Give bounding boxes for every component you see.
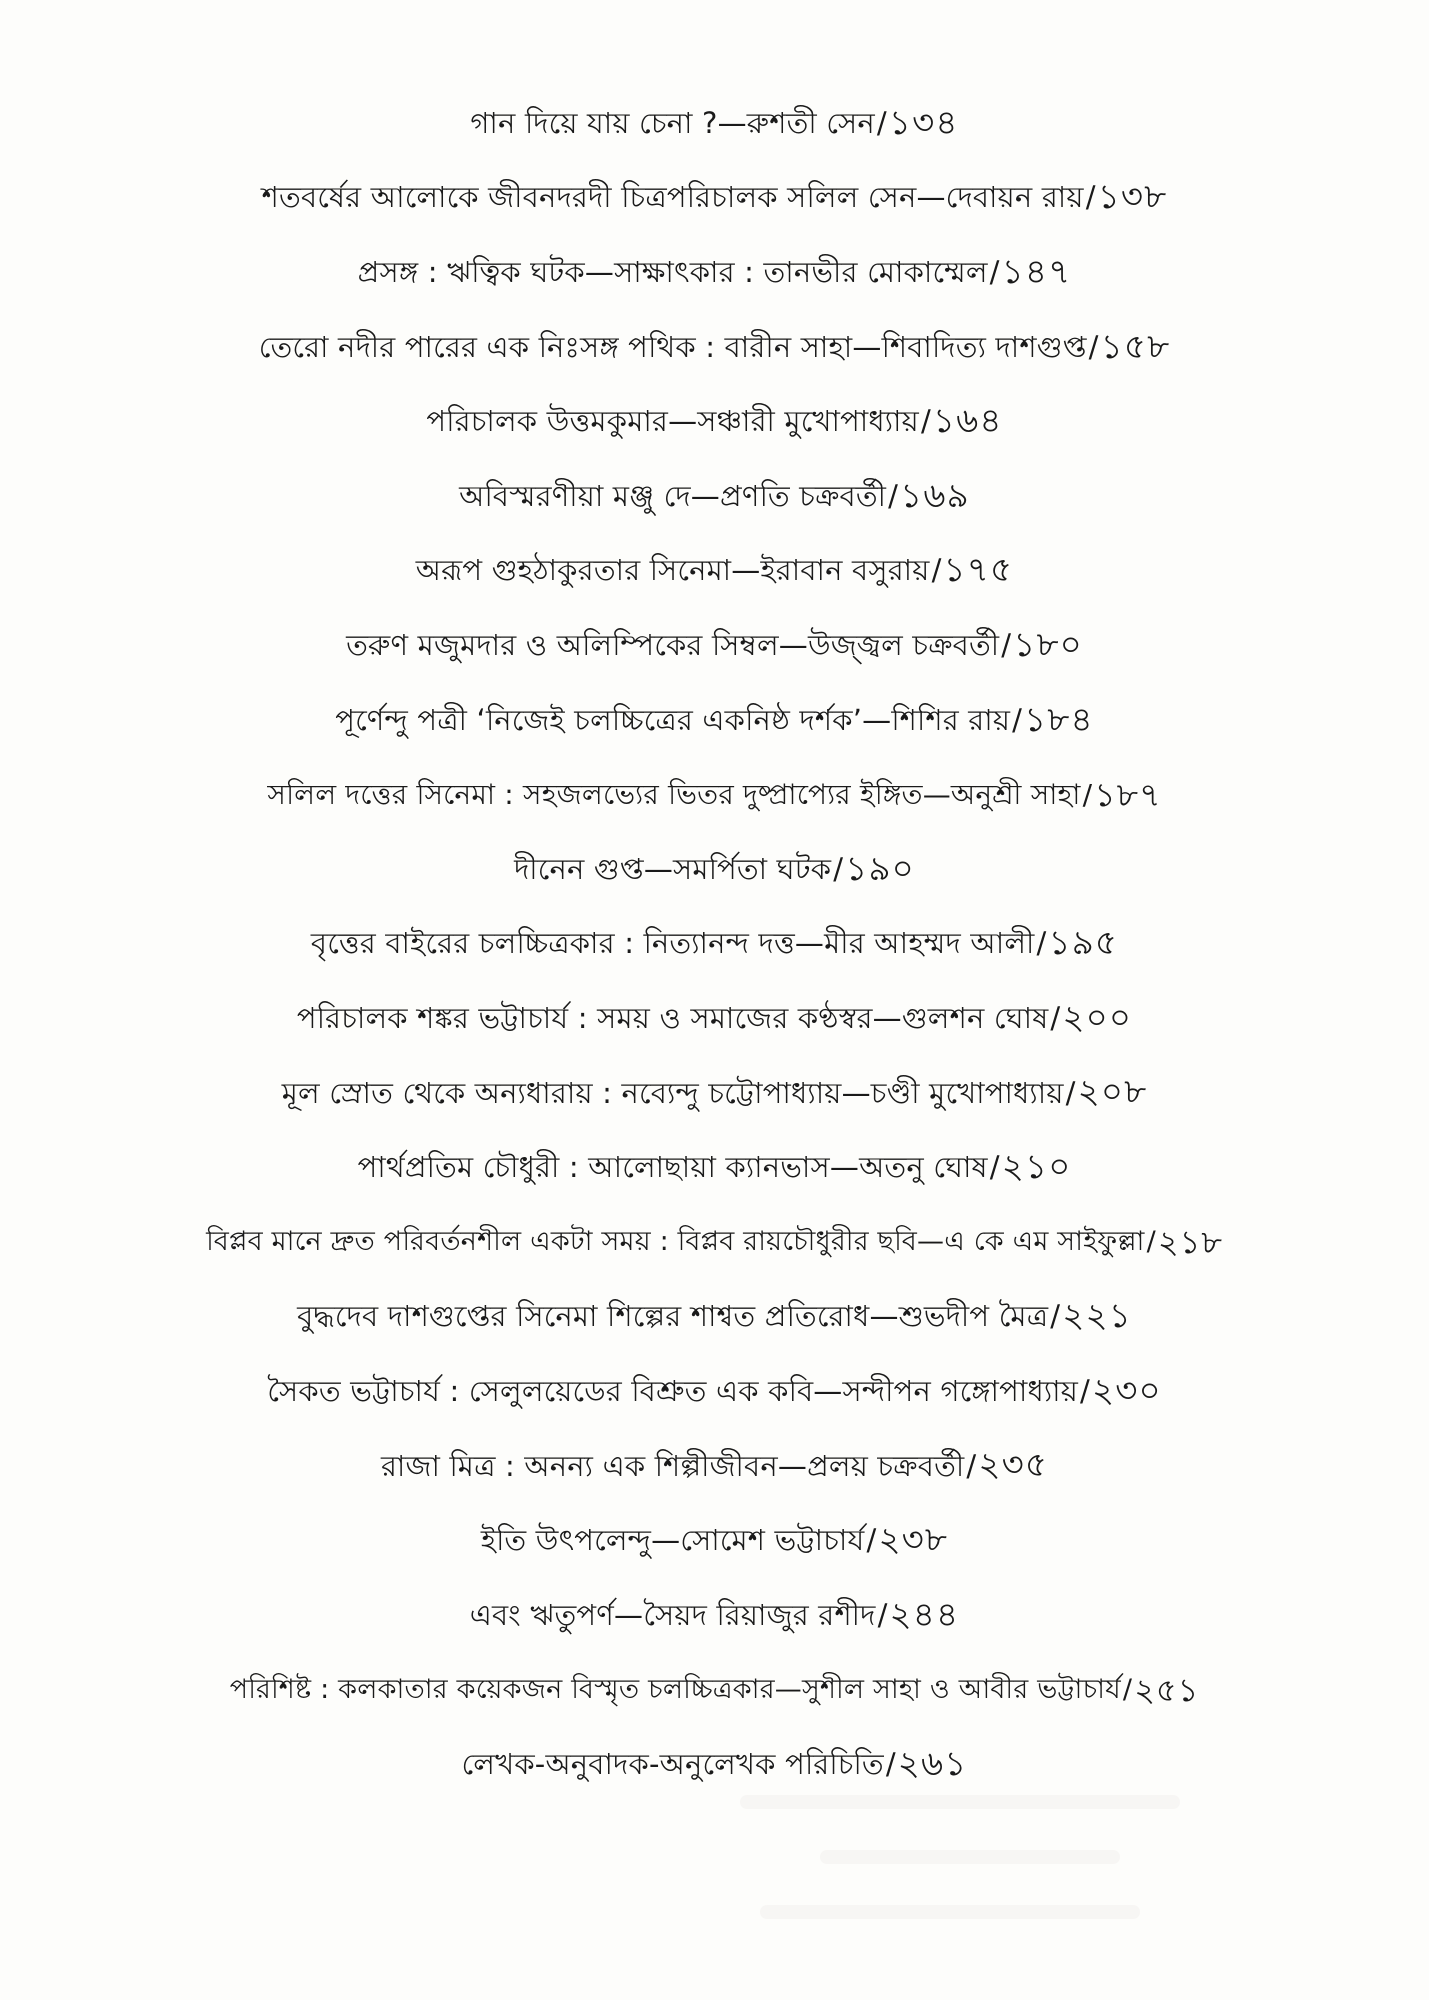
entry-title: তরুণ মজুমদার ও অলিম্পিকের সিম্বল—উজ্জ্বল চক্রবর্তী bbox=[346, 628, 1000, 663]
entry-title: বুদ্ধদেব দাশগুপ্তের সিনেমা শিল্পের শাশ্বত প্রতিরোধ—শুভদীপ মৈত্র bbox=[297, 1299, 1049, 1334]
toc-entry: রাজা মিত্র : অনন্য এক শিল্পীজীবন—প্রলয় চক্রবর্তী / ২৩৫ bbox=[380, 1445, 1049, 1486]
page-number: ১৯০ bbox=[845, 848, 915, 889]
entry-title: দীনেন গুপ্ত—সমর্পিতা ঘটক bbox=[514, 851, 832, 886]
toc-entry: বুদ্ধদেব দাশগুপ্তের সিনেমা শিল্পের শাশ্বত প্রতিরোধ—শুভদীপ মৈত্র / ২২১ bbox=[297, 1296, 1132, 1337]
page-number: ১৩৮ bbox=[1097, 177, 1168, 218]
entry-title: বিপ্লব মানে দ্রুত পরিবর্তনশীল একটা সময় : বিপ্লব রায়চৌধুরীর ছবি—এ কে এম সাইফুল্লা bbox=[206, 1226, 1145, 1257]
bleed-through-line bbox=[760, 1905, 1140, 1919]
page-number: ১৪৭ bbox=[1001, 251, 1072, 292]
bleed-through-line bbox=[820, 1850, 1120, 1864]
toc-entry: পরিচালক উত্তমকুমার—সঞ্চারী মুখোপাধ্যায় / ১৬৪ bbox=[426, 401, 1003, 442]
page-number: ১৩৪ bbox=[888, 102, 959, 143]
page-number: ২১০ bbox=[1001, 1147, 1072, 1188]
page-number: ২৩৮ bbox=[878, 1520, 949, 1561]
entry-title: এবং ঋতুপর্ণ—সৈয়দ রিয়াজুর রশীদ bbox=[469, 1597, 876, 1632]
toc-entry: সৈকত ভট্টাচার্য : সেলুলয়েডের বিশ্রুত এক কবি—সন্দীপন গঙ্গোপাধ্যায় / ২৩০ bbox=[267, 1370, 1162, 1411]
entry-title: অরূপ গুহঠাকুরতার সিনেমা—ইরাবান বসুরায় bbox=[415, 553, 930, 588]
toc-entry: অবিস্মরণীয়া মঞ্জু দে—প্রণতি চক্রবর্তী / ১৬৯ bbox=[459, 475, 970, 516]
page-number: ১৮০ bbox=[1013, 624, 1083, 665]
toc-entry: দীনেন গুপ্ত—সমর্পিতা ঘটক / ১৯০ bbox=[514, 848, 915, 889]
entry-title: রাজা মিত্র : অনন্য এক শিল্পীজীবন—প্রলয় চক্রবর্তী bbox=[380, 1448, 965, 1483]
page-number: ১৮৪ bbox=[1024, 699, 1094, 740]
entry-title: পূর্ণেন্দু পত্রী ‘নিজেই চলচ্চিত্রের একনিষ্ঠ দর্শক’—শিশির রায় bbox=[335, 702, 1011, 737]
entry-title: পরিশিষ্ট : কলকাতার কয়েকজন বিস্মৃত চলচ্চিত্রকার—সুশীল সাহা ও আবীর ভট্টাচার্য bbox=[229, 1673, 1121, 1705]
toc-entry: পরিচালক শঙ্কর ভট্টাচার্য : সময় ও সমাজের কণ্ঠস্বর—গুলশন ঘোষ / ২০০ bbox=[296, 997, 1133, 1038]
entry-title: অবিস্মরণীয়া মঞ্জু দে—প্রণতি চক্রবর্তী bbox=[459, 478, 887, 513]
toc-entry: প্রসঙ্গ : ঋত্বিক ঘটক—সাক্ষাৎকার : তানভীর মোকাম্মেল / ১৪৭ bbox=[357, 251, 1072, 292]
toc-entry: এবং ঋতুপর্ণ—সৈয়দ রিয়াজুর রশীদ / ২৪৪ bbox=[469, 1594, 960, 1635]
entry-title: পরিচালক উত্তমকুমার—সঞ্চারী মুখোপাধ্যায় bbox=[426, 404, 919, 439]
toc-entry: তরুণ মজুমদার ও অলিম্পিকের সিম্বল—উজ্জ্বল চক্রবর্তী / ১৮০ bbox=[346, 624, 1083, 665]
page-number: ২৬১ bbox=[897, 1743, 968, 1784]
toc-entry: পার্থপ্রতিম চৌধুরী : আলোছায়া ক্যানভাস—অতনু ঘোষ / ২১০ bbox=[357, 1147, 1072, 1188]
page-number: ১৮৭ bbox=[1094, 774, 1162, 814]
entry-title: বৃত্তের বাইরের চলচ্চিত্রকার : নিত্যানন্দ দত্ত—মীর আহম্মদ আলী bbox=[310, 926, 1035, 961]
toc-entry: সলিল দত্তের সিনেমা : সহজলভ্যের ভিতর দুষ্প্রাপ্যের ইঙ্গিত—অনুশ্রী সাহা / ১৮৭ bbox=[267, 774, 1162, 814]
entry-title: প্রসঙ্গ : ঋত্বিক ঘটক—সাক্ষাৎকার : তানভীর মোকাম্মেল bbox=[357, 255, 988, 290]
entry-title: তেরো নদীর পারের এক নিঃসঙ্গ পথিক : বারীন সাহা—শিবাদিত্য দাশগুপ্ত bbox=[258, 329, 1087, 364]
page-number: ২৩০ bbox=[1091, 1370, 1162, 1411]
toc-entry: তেরো নদীর পারের এক নিঃসঙ্গ পথিক : বারীন সাহা—শিবাদিত্য দাশগুপ্ত / ১৫৮ bbox=[258, 326, 1171, 367]
page-number: ২৩৫ bbox=[978, 1445, 1049, 1486]
page-number: ১৬৯ bbox=[900, 475, 970, 516]
bleed-through-line bbox=[740, 1795, 1180, 1809]
page-number: ১৯৫ bbox=[1048, 923, 1119, 964]
toc-entry: অরূপ গুহঠাকুরতার সিনেমা—ইরাবান বসুরায় / ১৭৫ bbox=[415, 550, 1014, 591]
entry-title: সলিল দত্তের সিনেমা : সহজলভ্যের ভিতর দুষ্প্রাপ্যের ইঙ্গিত—অনুশ্রী সাহা bbox=[267, 777, 1081, 811]
table-of-contents bbox=[60, 86, 1369, 1802]
toc-entry: গান দিয়ে যায় চেনা ?—রুশতী সেন / ১৩৪ bbox=[470, 102, 959, 143]
toc-entry: মূল স্রোত থেকে অন্যধারায় : নব্যেন্দু চট্টোপাধ্যায়—চণ্ডী মুখোপাধ্যায় / ২০৮ bbox=[281, 1072, 1148, 1113]
page-number: ২২১ bbox=[1062, 1296, 1132, 1337]
page-number: ২৪৪ bbox=[889, 1594, 960, 1635]
page-number: ২০০ bbox=[1062, 997, 1133, 1038]
entry-title: সৈকত ভট্টাচার্য : সেলুলয়েডের বিশ্রুত এক কবি—সন্দীপন গঙ্গোপাধ্যায় bbox=[267, 1373, 1078, 1408]
entry-title: লেখক-অনুবাদক-অনুলেখক পরিচিতি bbox=[461, 1746, 884, 1781]
toc-entry: শতবর্ষের আলোকে জীবনদরদী চিত্রপরিচালক সলিল সেন—দেবায়ন রায় / ১৩৮ bbox=[261, 177, 1168, 218]
entry-title: মূল স্রোত থেকে অন্যধারায় : নব্যেন্দু চট্টোপাধ্যায়—চণ্ডী মুখোপাধ্যায় bbox=[281, 1075, 1064, 1110]
entry-title: পার্থপ্রতিম চৌধুরী : আলোছায়া ক্যানভাস—অতনু ঘোষ bbox=[357, 1150, 988, 1185]
entry-title: পরিচালক শঙ্কর ভট্টাচার্য : সময় ও সমাজের কণ্ঠস্বর—গুলশন ঘোষ bbox=[296, 1001, 1049, 1036]
toc-entry: পূর্ণেন্দু পত্রী ‘নিজেই চলচ্চিত্রের একনিষ্ঠ দর্শক’—শিশির রায় / ১৮৪ bbox=[335, 699, 1094, 740]
page-number: ২১৮ bbox=[1157, 1223, 1223, 1262]
page-number: ১৫৮ bbox=[1100, 326, 1171, 367]
entry-title: গান দিয়ে যায় চেনা ?—রুশতী সেন bbox=[470, 105, 875, 140]
toc-entry: ইতি উৎপলেন্দু—সোমেশ ভট্টাচার্য / ২৩৮ bbox=[480, 1520, 949, 1561]
page-number: ১৬৪ bbox=[932, 401, 1003, 442]
page-number: ২৫১ bbox=[1134, 1670, 1200, 1709]
toc-entry: বৃত্তের বাইরের চলচ্চিত্রকার : নিত্যানন্দ দত্ত—মীর আহম্মদ আলী / ১৯৫ bbox=[310, 923, 1119, 964]
page-number: ১৭৫ bbox=[943, 550, 1014, 591]
page-number: ২০৮ bbox=[1077, 1072, 1148, 1113]
toc-entry: বিপ্লব মানে দ্রুত পরিবর্তনশীল একটা সময় : বিপ্লব রায়চৌধুরীর ছবি—এ কে এম সাইফুল্লা / ২১৮ bbox=[206, 1223, 1223, 1262]
toc-entry: পরিশিষ্ট : কলকাতার কয়েকজন বিস্মৃত চলচ্চিত্রকার—সুশীল সাহা ও আবীর ভট্টাচার্য / ২৫১ bbox=[229, 1670, 1200, 1709]
entry-title: ইতি উৎপলেন্দু—সোমেশ ভট্টাচার্য bbox=[480, 1523, 865, 1558]
entry-title: শতবর্ষের আলোকে জীবনদরদী চিত্রপরিচালক সলিল সেন—দেবায়ন রায় bbox=[261, 180, 1084, 215]
toc-entry: লেখক-অনুবাদক-অনুলেখক পরিচিতি / ২৬১ bbox=[461, 1743, 968, 1784]
